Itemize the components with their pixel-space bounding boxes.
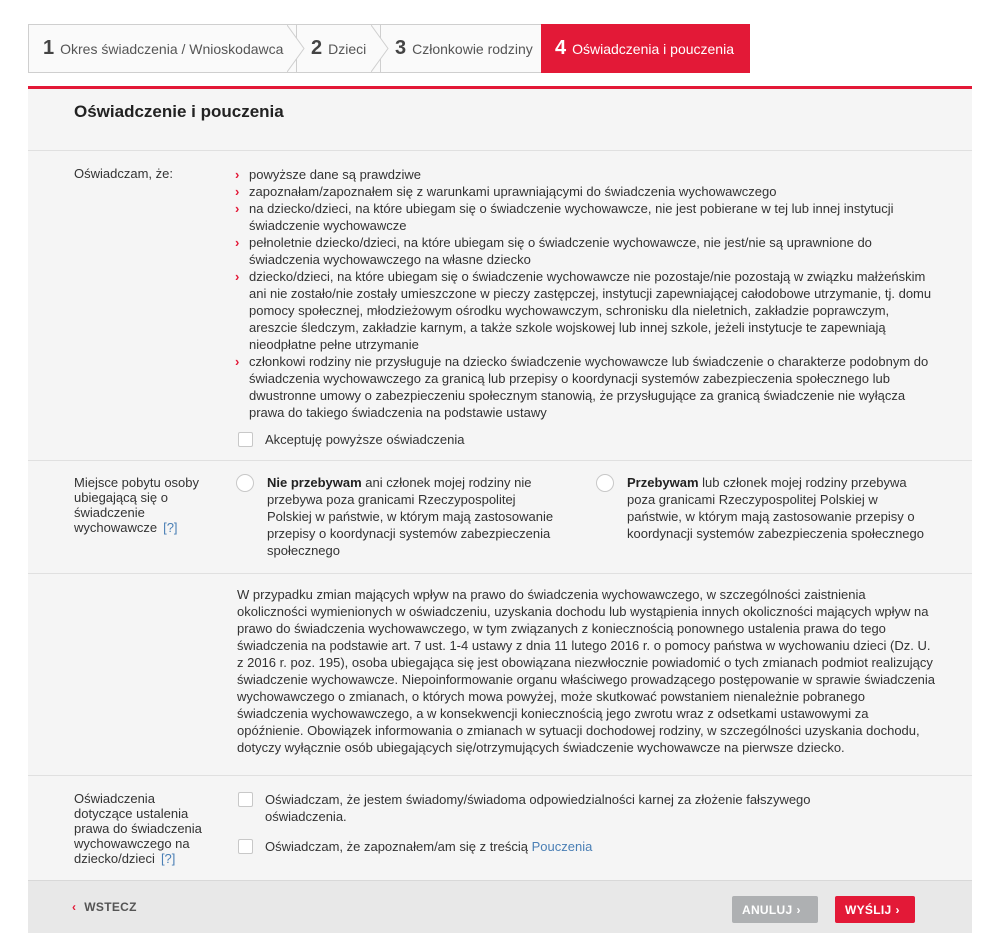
instructions-link[interactable]: Pouczenia (531, 839, 593, 854)
step-label: Oświadczenia i pouczenia (572, 40, 734, 57)
cancel-label: ANULUJ (742, 902, 793, 917)
list-item (234, 353, 934, 421)
step-1-tab[interactable] (28, 24, 296, 73)
declaration-text: na dziecko/dzieci, na które ubiegam się o świadczenie wychowawcze, nie jest pobierane w tej lub innej instytucji świadczenie wychowawcze (249, 201, 894, 233)
divider (28, 775, 972, 776)
radio-not-abroad[interactable] (236, 474, 254, 492)
help-link[interactable]: [?] (160, 851, 176, 866)
divider (28, 150, 972, 151)
chevron-right-icon: › (235, 167, 240, 182)
criminal-liability-checkbox[interactable] (238, 792, 253, 807)
option-bold: Przebywam (627, 475, 699, 490)
step-3-tab[interactable] (380, 24, 541, 73)
help-link[interactable]: [?] (163, 520, 178, 535)
final-declarations-label (74, 791, 214, 866)
radio-abroad-label[interactable] (627, 474, 927, 542)
declaration-text: dziecko/dzieci, na które ubiegam się o świadczenie wychowawcze nie pozostaje/nie pozostają w związku małżeńskim ani nie zostało/nie zostały umieszczone w pieczy zastępczej, instytucji zapewniającej całodobowe utrzymanie, tj. domu pomocy społecznej, młodzieżowym ośrodku wychowawczym, schronisku dla nieletnich, zakładzie poprawczym, areszcie śledczym, zakładzie karnym, a także szkole wojskowej lub innej szkole, jeżeli instytucje te zapewniają nieodpłatne pełne utrzymanie (249, 269, 932, 352)
step-label: Członkowie rodziny (412, 40, 533, 57)
declarations-list (234, 166, 934, 421)
declaration-text: powyższe dane są prawdziwe (249, 167, 421, 182)
criminal-liability-label[interactable]: Oświadczam, że jestem świadomy/świadoma odpowiedzialności karnej za złożenie fałszywego oświadczenia. (265, 792, 811, 824)
form-footer (28, 880, 972, 933)
option-bold: Nie przebywam (267, 475, 362, 490)
list-item (234, 268, 934, 353)
declarations-panel (28, 89, 972, 933)
chevron-right-icon: › (895, 902, 900, 917)
radio-abroad[interactable] (596, 474, 614, 492)
cancel-button[interactable] (732, 896, 818, 923)
step-number: 4 (555, 37, 567, 59)
declaration-text: pełnoletnie dziecko/dzieci, na które ubiegam się o świadczenie wychowawcze, nie jest/nie są uprawnione do świadczenia wychowawczego na własne dziecko (249, 235, 872, 267)
chevron-right-icon: › (235, 269, 240, 284)
list-item (234, 166, 934, 183)
declaration-text: członkowi rodziny nie przysługuje na dziecko świadczenie wychowawcze lub świadczenie o charakterze podobnym do świadczenia wychowawczego za granicą lub przepisy o koordynacji systemów zabezpieczenia społecznego lub dwustronne umowy o zabezpieczeniu społecznym stanowią, że przysługujące za granicą świadczenie nie wyłącza prawa do takiego świadczenia na podstawie ustawy (249, 354, 929, 420)
declaration-text: zapoznałam/zapoznałem się z warunkami uprawniającymi do świadczenia wychowawczego (249, 184, 777, 199)
chevron-right-icon: › (235, 184, 240, 199)
chevron-right-icon: › (235, 235, 240, 250)
chevron-left-icon: ‹ (72, 900, 77, 914)
accept-declarations-label[interactable]: Akceptuję powyższe oświadczenia (265, 432, 465, 447)
page-title: Oświadczenie i pouczenia (74, 102, 284, 121)
divider (28, 460, 972, 461)
back-label: WSTECZ (84, 900, 137, 914)
declarations-label: Oświadczam, że: (74, 166, 173, 181)
step-number: 2 (311, 37, 323, 59)
send-label: WYŚLIJ (845, 902, 892, 917)
wizard-steps (28, 24, 750, 73)
back-button[interactable] (72, 900, 137, 914)
accept-declarations-checkbox[interactable] (238, 432, 253, 447)
instructions-read-checkbox[interactable] (238, 839, 253, 854)
instructions-read-label[interactable] (265, 838, 885, 855)
send-button[interactable] (835, 896, 915, 923)
step-number: 3 (395, 37, 407, 59)
step-2-tab[interactable] (296, 24, 380, 73)
residence-label-text: Miejsce pobytu osoby ubiegającą się o świadczenie wychowawcze (74, 475, 200, 535)
residence-label (74, 475, 214, 535)
step-4-tab-active[interactable] (541, 24, 750, 73)
step-label: Dzieci (328, 40, 367, 57)
step-label: Okres świadczenia / Wnioskodawca (60, 40, 284, 57)
option-text: lub członek mojej rodziny przebywa poza granicami Rzeczypospolitej Polskiej w państwie, w którym mają zastosowanie przepisy o koordynacji systemów zabezpieczenia społecznego (627, 475, 924, 541)
list-item (234, 234, 934, 268)
chevron-right-icon: › (796, 902, 801, 917)
final-label-text: Oświadczenia dotyczące ustalenia prawa do świadczenia wychowawczego na dziecko/dzieci (74, 791, 202, 866)
chevron-right-icon: › (235, 201, 240, 216)
instructions-read-text: Oświadczam, że zapoznałem/am się z treścią (265, 839, 532, 854)
divider (28, 573, 972, 574)
radio-not-abroad-label[interactable] (267, 474, 557, 559)
notice-text: W przypadku zmian mających wpływ na prawo do świadczenia wychowawczego, w szczególności zaistnienia okoliczności wymienionych w oświadczeniu, uzyskania dochodu lub wystąpienia innych okoliczności mających wpływ na prawo do świadczenia wychowawczego, w tym związanych z koniecznością ponownego ustalenia prawa do tego świadczenia na podstawie art. 7 ust. 1-4 ustawy z dnia 11 lutego 2016 r. o pomocy państwa w wychowaniu dzieci (Dz. U. z 2016 r. poz. 195), osoba ubiegająca się jest obowiązana niezwłocznie powiadomić o tych zmianach podmiot realizujący świadczenie wychowawcze. Niepoinformowanie organu właściwego prowadzącego postępowanie w sprawie świadczenia wychowawczego o zmianach, o których mowa powyżej, może skutkować powstaniem nienależnie pobranego świadczenia wychowawczego, a w konsekwencji koniecznością jego zwrotu wraz z odsetkami ustawowymi za opóźnienie. Obowiązek informowania o zmianach w sytuacji dochodowej rodziny, w szczególności uzyskania dochodu, dotyczy wyłącznie osób ubiegających się/otrzymujących świadczenie wychowawcze na pierwsze dziecko. (237, 587, 936, 755)
step-separator-icon (371, 25, 389, 72)
step-number: 1 (43, 37, 55, 59)
step-separator-icon (287, 25, 305, 72)
list-item (234, 200, 934, 234)
list-item (234, 183, 934, 200)
chevron-right-icon: › (235, 354, 240, 369)
option-text: ani członek mojej rodziny nie przebywa poza granicami Rzeczypospolitej Polskiej w państwie, w którym mają zastosowanie przepisy o koordynacji systemów zabezpieczenia społecznego (267, 475, 554, 558)
